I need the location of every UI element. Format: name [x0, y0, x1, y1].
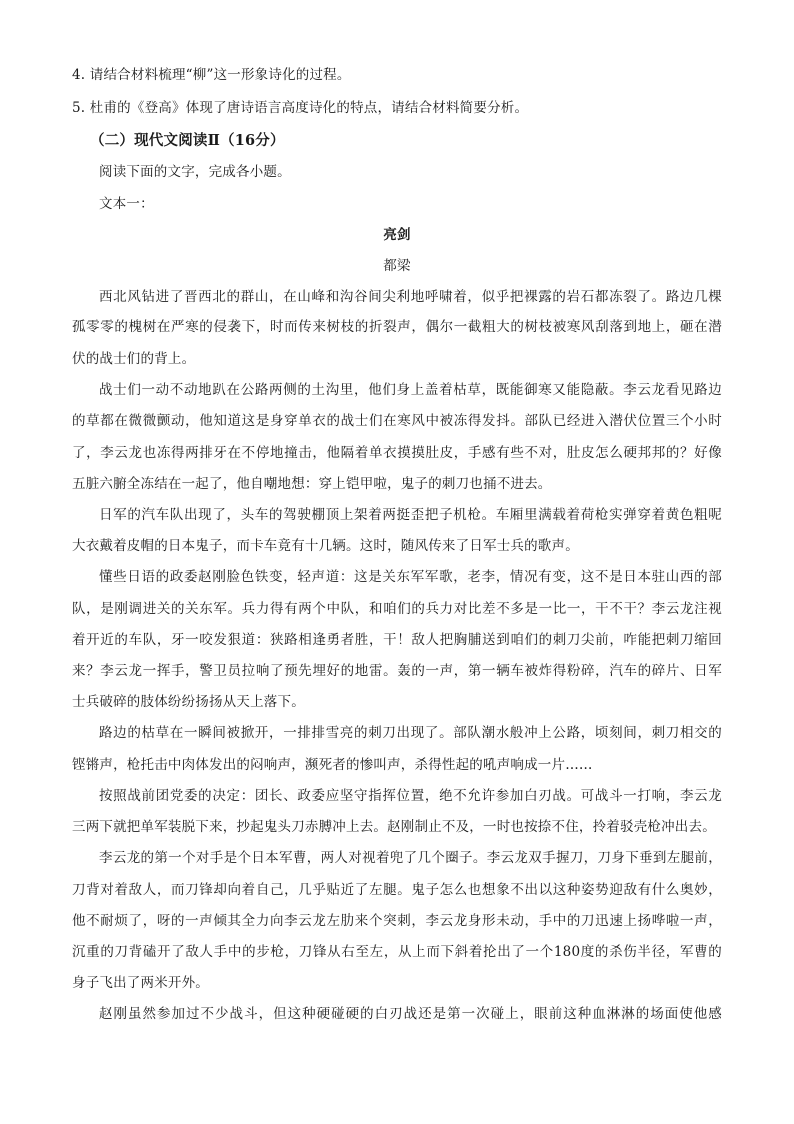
story-author: 都梁 — [383, 258, 411, 274]
story-line: 沉重的刀背磕开了敌人手中的步枪，刀锋从右至左，从上而下斜着抡出了一个180度的杀伤半径，军曹的 — [72, 944, 722, 960]
story-line: 五脏六腑全冻结在一起了，他自嘲地想：穿上铠甲啦，鬼子的刺刀也捅不进去。 — [72, 476, 552, 492]
story-line: 西北风钻进了晋西北的群山，在山峰和沟谷间尖利地呼啸着，似乎把裸露的岩石都冻裂了。路边几棵 — [99, 289, 722, 305]
story-line: 战士们一动不动地趴在公路两侧的土沟里，他们身上盖着枯草，既能御寒又能隐蔽。李云龙看见路边 — [99, 382, 722, 398]
instruction: 阅读下面的文字，完成各小题。 — [99, 164, 291, 180]
question-4: 4. 请结合材料梳理“柳”这一形象诗化的过程。 — [72, 67, 351, 83]
story-line: 身子飞出了两米开外。 — [72, 975, 209, 991]
story-line: 三两下就把单军装脱下来，抄起鬼头刀赤膊冲上去。赵刚制止不及，一时也按捺不住，拎着驳壳枪冲出去。 — [72, 819, 716, 835]
section-heading: （二）现代文阅读Ⅱ（16分） — [90, 132, 285, 149]
story-line: 伏的战士们的背上。 — [72, 351, 196, 367]
story-line: 刀背对着敌人，而刀锋却向着自己，几乎贴近了左腿。鬼子怎么也想象不出以这种姿势迎敌有什么奥妙， — [72, 882, 722, 898]
text-label: 文本一： — [99, 196, 154, 212]
story-line: 他不耐烦了，呀的一声倾其全力向李云龙左肋来个突刺，李云龙身形未动，手中的刀迅速上扬哗啦一声， — [72, 913, 722, 929]
story-line: 李云龙的第一个对手是个日本军曹，两人对视着兜了几个圈子。李云龙双手握刀，刀身下垂到左腿前， — [99, 850, 722, 866]
story-line: 按照战前团党委的决定：团长、政委应坚守指挥位置，绝不允许参加白刃战。可战斗一打响，李云龙 — [99, 788, 722, 804]
question-5: 5. 杜甫的《登高》体现了唐诗语言高度诗化的特点，请结合材料简要分析。 — [72, 100, 529, 116]
story-line: 士兵破碎的肢体纷纷扬扬从天上落下。 — [72, 694, 305, 710]
story-line: 赵刚虽然参加过不少战斗，但这种硬碰硬的白刃战还是第一次碰上，眼前这种血淋淋的场面使他感 — [99, 1006, 722, 1022]
story-title: 亮剑 — [383, 227, 411, 243]
story-line: 路边的枯草在一瞬间被掀开，一排排雪亮的刺刀出现了。部队潮水般冲上公路，顷刻间，刺刀相交的 — [99, 725, 722, 741]
story-line: 的草都在微微颤动，他知道这是身穿单衣的战士们在寒风中被冻得发抖。部队已经进入潜伏位置三个小时 — [72, 413, 722, 429]
story-line: 懂些日语的政委赵刚脸色铁变，轻声道：这是关东军军歌，老李，情况有变，这不是日本驻山西的部 — [99, 569, 722, 585]
story-line: 来？李云龙一挥手，警卫员拉响了预先埋好的地雷。轰的一声，第一辆车被炸得粉碎，汽车的碎片、日军 — [72, 663, 722, 679]
story-line: 队，是刚调进关的关东军。兵力得有两个中队，和咱们的兵力对比差不多是一比一，干不干？李云龙注视 — [72, 601, 722, 617]
story-line: 着开近的车队，牙一咬发狠道：狭路相逢勇者胜，干！敌人把胸脯送到咱们的刺刀尖前，咋能把刺刀缩回 — [72, 632, 722, 648]
story-line: 大衣戴着皮帽的日本鬼子，而卡车竟有十几辆。这时，随风传来了日军士兵的歌声。 — [72, 538, 579, 554]
story-line: 孤零零的槐树在严寒的侵袭下，时而传来树枝的折裂声，偶尔一截粗大的树枝被寒风刮落到地上，砸在潜 — [72, 319, 722, 335]
story-line: 日军的汽车队出现了，头车的驾驶棚顶上架着两挺歪把子机枪。车厢里满载着荷枪实弹穿着黄色粗呢 — [99, 507, 722, 523]
story-line: 铿锵声，枪托击中肉体发出的闷响声，濒死者的惨叫声，杀得性起的吼声响成一片…… — [72, 757, 593, 773]
story-line: 了，李云龙也冻得两排牙在不停地撞击，他隔着单衣摸摸肚皮，手感有些不对，肚皮怎么硬邦邦的？好像 — [72, 445, 722, 461]
